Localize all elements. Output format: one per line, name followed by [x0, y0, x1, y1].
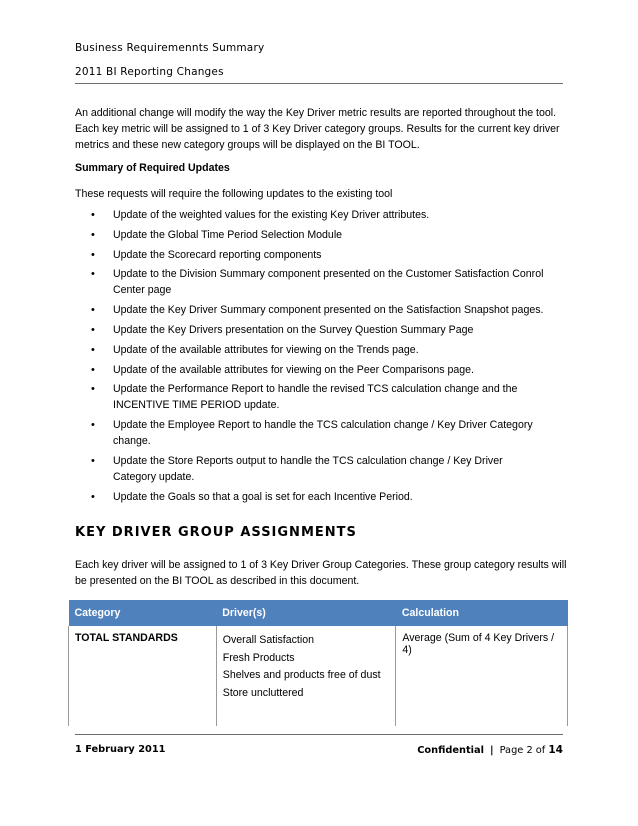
bullet-icon: • — [91, 454, 95, 467]
bullet-icon: • — [91, 419, 95, 432]
table-header-row — [69, 600, 568, 626]
list-item — [75, 489, 545, 505]
cell-category: TOTAL STANDARDS — [69, 626, 217, 726]
footer-divider — [75, 734, 563, 735]
list-item — [75, 362, 545, 378]
intro-paragraph: An additional change will modify the way the Key Driver metric results are reported throughout the tool. Each key metric will be assigned to 1 of 3 Key Driver category groups. Results for the current key driver metrics and these new category groups will be displayed on the BI TOOL. — [75, 107, 560, 151]
list-item-text: Update the Key Driver Summary component presented on the Satisfaction Snapshot pages. — [113, 304, 544, 317]
list-item-text: Update the Store Reports output to handle the TCS calculation change / Key Driver Category update. — [113, 454, 503, 483]
page-of-label: of — [535, 745, 546, 756]
bullet-icon: • — [91, 363, 95, 376]
bullet-icon: • — [91, 383, 95, 396]
list-item — [75, 322, 545, 338]
list-item-text: Update of the weighted values for the existing Key Driver attributes. — [113, 209, 430, 221]
cell-drivers — [216, 626, 396, 726]
list-item-text: Update the Scorecard reporting components — [113, 248, 322, 261]
header-document-title: Business Requiremennts Summary — [75, 42, 265, 54]
list-item — [75, 266, 545, 298]
bullet-icon: • — [91, 490, 95, 503]
list-item-text: Update to the Division Summary component presented on the Customer Satisfaction Conrol Center page — [113, 268, 544, 297]
footer-page-info — [417, 744, 563, 756]
column-header-drivers: Driver(s) — [216, 600, 396, 626]
list-item-text: Update the Goals so that a goal is set for each Incentive Period. — [113, 490, 413, 503]
table-row — [69, 626, 568, 726]
bullet-icon: • — [91, 268, 95, 281]
driver-item: Shelves and products free of dust — [222, 669, 381, 681]
column-header-category: Category — [69, 600, 217, 626]
bullet-icon: • — [91, 304, 95, 317]
list-item-text: Update the Key Drivers presentation on the Survey Question Summary Page — [113, 323, 474, 336]
requirements-list — [75, 207, 545, 509]
page-label: Page — [499, 745, 524, 756]
header-subtitle: 2011 BI Reporting Changes — [75, 66, 224, 78]
key-driver-table — [68, 600, 568, 726]
requirements-intro: These requests will require the following updates to the existing tool — [75, 188, 393, 200]
list-item — [75, 342, 545, 358]
cell-calculation: Average (Sum of 4 Key Drivers / 4) — [396, 626, 568, 726]
list-item — [75, 247, 545, 263]
page-number: 2 — [526, 745, 533, 756]
section-heading: KEY DRIVER GROUP ASSIGNMENTS — [75, 525, 357, 540]
driver-item: Overall Satisfaction — [222, 634, 315, 646]
driver-item: Fresh Products — [222, 651, 295, 664]
list-item — [75, 227, 545, 243]
list-item-text: Update the Global Time Period Selection Module — [113, 228, 343, 241]
list-item — [75, 417, 545, 449]
bullet-icon: • — [91, 228, 95, 241]
bullet-icon: • — [91, 248, 95, 261]
column-header-calculation: Calculation — [396, 600, 568, 626]
header-divider — [75, 83, 563, 84]
list-item — [75, 302, 545, 318]
list-item — [75, 453, 545, 485]
list-item — [75, 381, 545, 413]
page-total: 14 — [548, 744, 563, 756]
list-item — [75, 207, 545, 223]
list-item-text: Update the Performance Report to handle the revised TCS calculation change and the INCENTIVE TIME PERIOD update. — [113, 383, 518, 412]
bullet-icon: • — [91, 323, 95, 336]
footer-separator: | — [490, 745, 494, 756]
list-item-text: Update of the available attributes for viewing on the Peer Comparisons page. — [113, 363, 474, 376]
driver-item: Store uncluttered — [222, 686, 304, 699]
footer-confidential: Confidential — [417, 745, 484, 756]
requirements-heading: Summary of Required Updates — [75, 162, 230, 174]
list-item-text: Update the Employee Report to handle the TCS calculation change / Key Driver Category change. — [113, 419, 533, 448]
bullet-icon: • — [91, 209, 95, 221]
footer-date: 1 February 2011 — [75, 744, 166, 755]
bullet-icon: • — [91, 343, 95, 356]
list-item-text: Update of the available attributes for viewing on the Trends page. — [113, 343, 419, 356]
key-driver-intro: Each key driver will be assigned to 1 of 3 Key Driver Group Categories. These group category results will be presented on the BI TOOL as described in this document. — [75, 559, 567, 587]
